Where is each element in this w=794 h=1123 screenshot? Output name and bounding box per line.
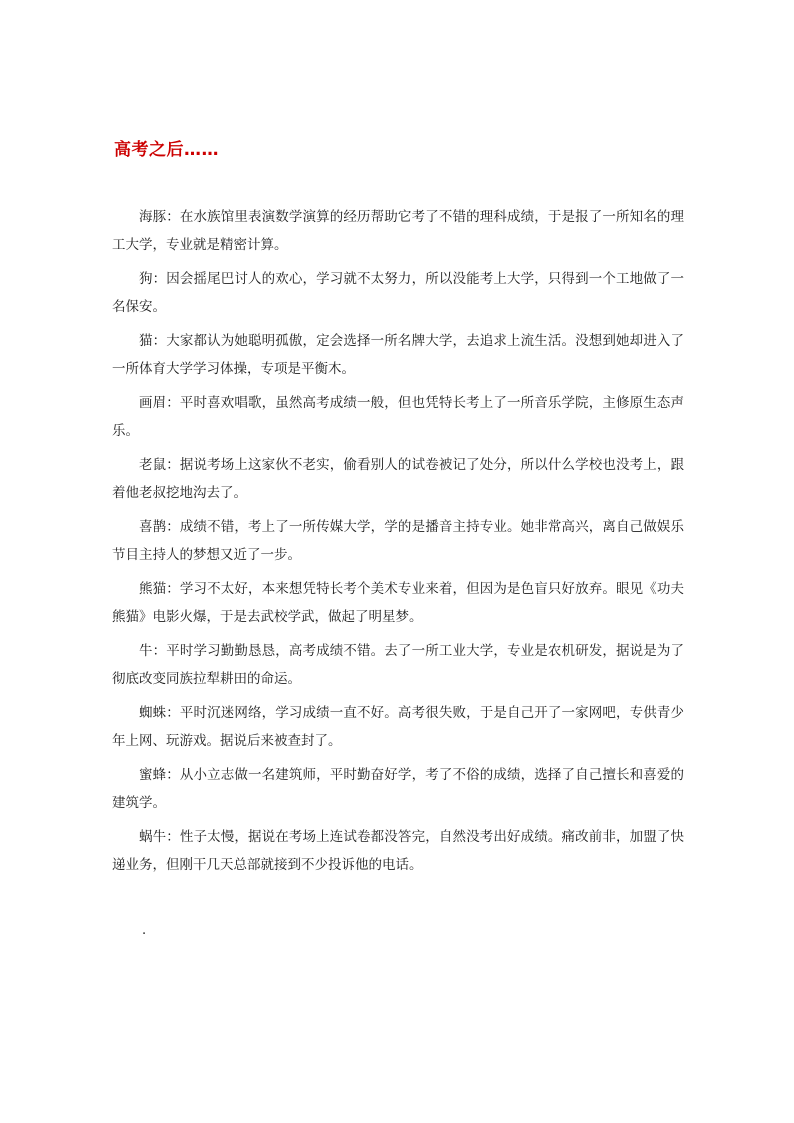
document-body bbox=[112, 203, 684, 885]
document-title: 高考之后…… bbox=[114, 140, 219, 160]
paragraph-spider: 蜘蛛：平时沉迷网络，学习成绩一直不好。高考很失败，于是自己开了一家网吧，专供青少年上网、玩游戏。据说后来被查封了。 bbox=[112, 705, 684, 749]
paragraph-mouse: 老鼠：据说考场上这家伙不老实，偷看别人的试卷被记了处分，所以什么学校也没考上，跟着他老叔挖地沟去了。 bbox=[112, 457, 684, 501]
paragraph-panda: 熊猫：学习不太好，本来想凭特长考个美术专业来着，但因为是色盲只好放弃。眼见《功夫熊猫》电影火爆，于是去武校学武，做起了明星梦。 bbox=[112, 581, 684, 625]
trailing-mark: . bbox=[142, 923, 147, 938]
paragraph-magpie: 喜鹊：成绩不错，考上了一所传媒大学，学的是播音主持专业。她非常高兴，离自己做娱乐节目主持人的梦想又近了一步。 bbox=[112, 519, 684, 563]
paragraph-snail: 蜗牛：性子太慢，据说在考场上连试卷都没答完，自然没考出好成绩。痛改前非，加盟了快递业务，但刚干几天总部就接到不少投诉他的电话。 bbox=[112, 829, 684, 873]
paragraph-dog: 狗：因会摇尾巴讨人的欢心，学习就不太努力，所以没能考上大学，只得到一个工地做了一名保安。 bbox=[112, 271, 684, 315]
paragraph-bee: 蜜蜂：从小立志做一名建筑师，平时勤奋好学，考了不俗的成绩，选择了自己擅长和喜爱的建筑学。 bbox=[112, 767, 684, 811]
paragraph-dolphin: 海豚：在水族馆里表演数学演算的经历帮助它考了不错的理科成绩，于是报了一所知名的理工大学，专业就是精密计算。 bbox=[112, 209, 684, 253]
paragraph-cat: 猫：大家都认为她聪明孤傲，定会选择一所名牌大学，去追求上流生活。没想到她却进入了一所体育大学学习体操，专项是平衡木。 bbox=[112, 333, 684, 377]
paragraph-thrush: 画眉：平时喜欢唱歌，虽然高考成绩一般，但也凭特长考上了一所音乐学院，主修原生态声乐。 bbox=[112, 395, 684, 439]
paragraph-ox: 牛：平时学习勤勤恳恳，高考成绩不错。去了一所工业大学，专业是农机研发，据说是为了彻底改变同族拉犁耕田的命运。 bbox=[112, 643, 684, 687]
